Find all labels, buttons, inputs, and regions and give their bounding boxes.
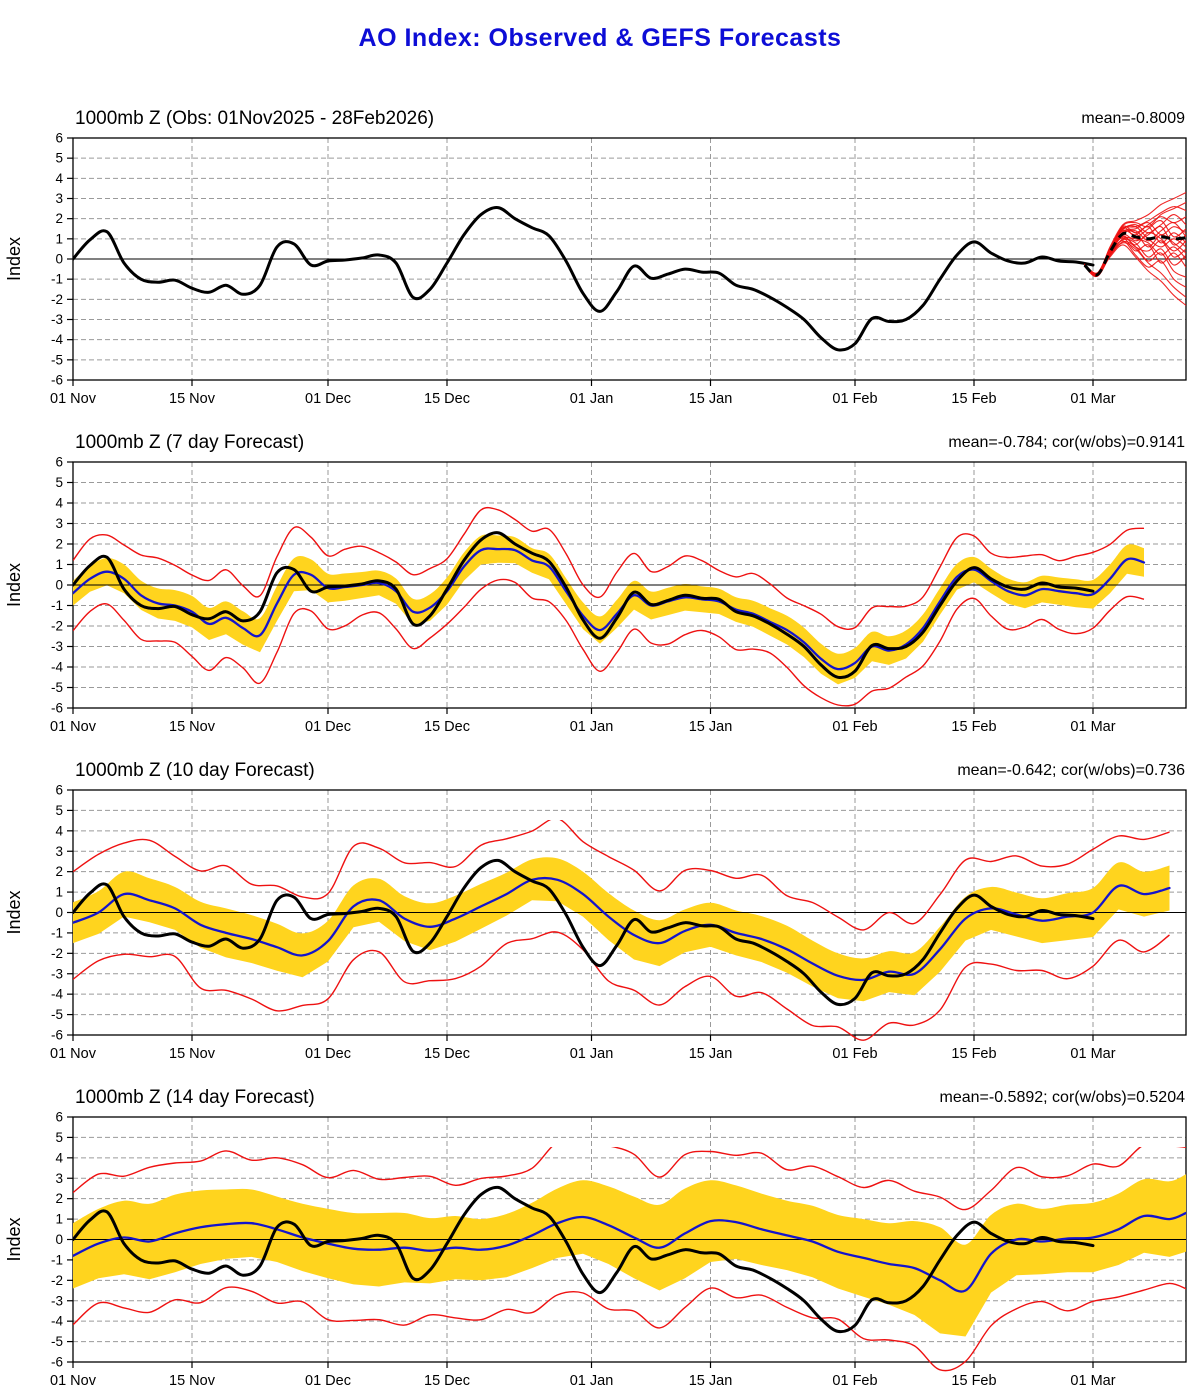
x-tick-label: 15 Nov <box>169 391 215 407</box>
panel-obs-plot <box>0 108 1200 410</box>
series-group <box>73 193 1186 351</box>
panel-fcst14-plot <box>0 1087 1200 1392</box>
x-axis <box>50 1035 1116 1062</box>
y-tick-label: 0 <box>55 1232 63 1247</box>
panel-7day-title: 1000mb Z (7 day Forecast) <box>75 432 305 453</box>
panel-10day-title: 1000mb Z (10 day Forecast) <box>75 760 315 781</box>
y-tick-label: 0 <box>55 577 63 593</box>
y-tick-label: 5 <box>55 1129 63 1145</box>
y-axis <box>51 455 73 716</box>
y-axis-label: Index <box>4 1217 24 1262</box>
y-tick-label: -6 <box>50 1027 63 1043</box>
x-axis <box>50 380 1116 407</box>
y-tick-label: 5 <box>55 150 63 166</box>
x-tick-label: 15 Feb <box>951 1046 997 1062</box>
envelope-min-line <box>73 579 1144 705</box>
y-axis <box>51 1110 73 1370</box>
y-tick-label: 3 <box>55 843 63 859</box>
x-tick-label: 15 Feb <box>951 1373 997 1389</box>
panel-10day-forecast <box>0 760 1200 1080</box>
x-tick-label: 01 Jan <box>569 391 614 407</box>
plot-area-obs <box>4 131 1186 408</box>
y-tick-label: -1 <box>50 925 63 941</box>
y-axis <box>51 131 73 388</box>
x-tick-label: 15 Dec <box>424 391 470 407</box>
y-tick-label: 2 <box>55 536 63 552</box>
y-tick-label: -4 <box>50 1313 63 1329</box>
y-tick-label: -2 <box>50 1272 63 1288</box>
x-tick-label: 01 Feb <box>832 719 878 735</box>
y-tick-label: -1 <box>50 598 63 613</box>
x-tick-label: 15 Jan <box>688 1046 733 1062</box>
x-tick-label: 15 Feb <box>951 719 997 735</box>
x-tick-label: 15 Nov <box>169 1373 215 1389</box>
y-axis-label: Index <box>4 236 24 282</box>
panel-14day-title: 1000mb Z (14 day Forecast) <box>75 1087 315 1108</box>
y-axis-label: Index <box>4 562 24 608</box>
x-tick-label: 15 Dec <box>424 1373 470 1389</box>
x-tick-label: 01 Dec <box>305 1046 351 1062</box>
x-tick-label: 15 Feb <box>951 391 997 407</box>
y-tick-label: -1 <box>50 1252 63 1268</box>
y-tick-label: -2 <box>50 291 63 307</box>
y-tick-label: -6 <box>50 1354 63 1370</box>
envelope-min-line <box>73 1283 1186 1370</box>
x-tick-label: 01 Jan <box>569 1046 614 1062</box>
x-axis <box>50 1362 1116 1389</box>
y-tick-label: 6 <box>55 454 63 470</box>
y-axis <box>51 783 73 1043</box>
y-tick-label: 2 <box>55 1191 63 1207</box>
x-tick-label: 01 Nov <box>50 1373 96 1389</box>
panel-observed-stats: mean=-0.8009 <box>1081 110 1185 127</box>
y-tick-label: 4 <box>55 823 63 839</box>
ensemble-spread-band <box>73 534 1144 684</box>
x-tick-label: 15 Dec <box>424 1046 470 1062</box>
series-group <box>73 508 1186 706</box>
x-tick-label: 01 Jan <box>569 719 614 735</box>
x-tick-label: 01 Mar <box>1070 719 1116 735</box>
y-tick-label: 4 <box>55 495 63 511</box>
x-tick-label: 15 Dec <box>424 719 470 735</box>
x-tick-label: 01 Jan <box>569 1373 614 1389</box>
panel-observed <box>0 108 1200 428</box>
x-tick-label: 01 Feb <box>832 1373 878 1389</box>
panel-7day-stats: mean=-0.784; cor(w/obs)=0.9141 <box>948 434 1185 451</box>
x-tick-label: 01 Mar <box>1070 1046 1116 1062</box>
y-axis-label: Index <box>4 890 24 935</box>
y-tick-label: 6 <box>55 130 63 146</box>
y-tick-label: 6 <box>55 782 63 798</box>
ensemble-spread-band <box>73 857 1170 1001</box>
y-tick-label: -6 <box>50 372 63 388</box>
y-tick-label: 1 <box>55 884 63 900</box>
panel-10day-stats: mean=-0.642; cor(w/obs)=0.736 <box>957 762 1185 779</box>
y-tick-label: 3 <box>55 191 63 206</box>
y-tick-label: -5 <box>50 1334 63 1350</box>
series-group <box>73 1141 1186 1371</box>
y-tick-label: -2 <box>50 618 63 634</box>
x-tick-label: 01 Dec <box>305 391 351 407</box>
x-tick-label: 15 Jan <box>688 391 733 407</box>
x-tick-label: 15 Nov <box>169 719 215 735</box>
y-tick-label: -6 <box>50 700 63 716</box>
y-tick-label: -3 <box>50 1293 63 1309</box>
y-tick-label: 1 <box>55 557 63 572</box>
x-tick-label: 15 Jan <box>688 719 733 735</box>
y-tick-label: -3 <box>50 966 63 982</box>
x-tick-label: 15 Nov <box>169 1046 215 1062</box>
y-tick-label: 0 <box>55 905 63 920</box>
panel-14day-stats: mean=-0.5892; cor(w/obs)=0.5204 <box>939 1089 1185 1106</box>
page-title: AO Index: Observed & GEFS Forecasts <box>358 24 842 52</box>
y-tick-label: 4 <box>55 1150 63 1166</box>
x-tick-label: 01 Mar <box>1070 391 1116 407</box>
y-tick-label: -2 <box>50 945 63 961</box>
y-tick-label: 5 <box>55 475 63 490</box>
x-tick-label: 01 Nov <box>50 391 96 407</box>
y-tick-label: 5 <box>55 802 63 818</box>
x-tick-label: 01 Nov <box>50 1046 96 1062</box>
y-tick-label: -4 <box>50 659 63 675</box>
x-tick-label: 01 Feb <box>832 391 878 407</box>
x-tick-label: 01 Dec <box>305 1373 351 1389</box>
y-tick-label: 6 <box>55 1109 63 1125</box>
y-tick-label: 2 <box>55 211 63 227</box>
y-tick-label: -3 <box>50 312 63 327</box>
y-tick-label: 1 <box>55 231 63 247</box>
panel-7day-forecast <box>0 432 1200 752</box>
x-tick-label: 01 Mar <box>1070 1373 1116 1389</box>
y-tick-label: -4 <box>50 332 63 348</box>
panel-observed-title: 1000mb Z (Obs: 01Nov2025 - 28Feb2026) <box>75 108 435 129</box>
x-tick-label: 15 Jan <box>688 1373 733 1389</box>
y-tick-label: 2 <box>55 864 63 880</box>
y-tick-label: -3 <box>50 639 63 654</box>
y-tick-label: 0 <box>55 251 63 267</box>
x-axis <box>50 708 1116 735</box>
y-tick-label: -4 <box>50 986 63 1002</box>
y-tick-label: 3 <box>55 516 63 531</box>
y-tick-label: 1 <box>55 1211 63 1227</box>
y-tick-label: -5 <box>50 352 63 368</box>
x-tick-label: 01 Nov <box>50 719 96 735</box>
y-tick-label: -5 <box>50 1007 63 1023</box>
y-tick-label: 4 <box>55 170 63 186</box>
y-tick-label: -5 <box>50 680 63 695</box>
y-tick-label: 3 <box>55 1170 63 1186</box>
y-tick-label: -1 <box>50 271 63 287</box>
panel-fcst10-plot <box>0 760 1200 1065</box>
x-tick-label: 01 Dec <box>305 719 351 735</box>
panel-14day-forecast <box>0 1087 1200 1400</box>
x-tick-label: 01 Feb <box>832 1046 878 1062</box>
panel-fcst7-plot <box>0 432 1200 738</box>
